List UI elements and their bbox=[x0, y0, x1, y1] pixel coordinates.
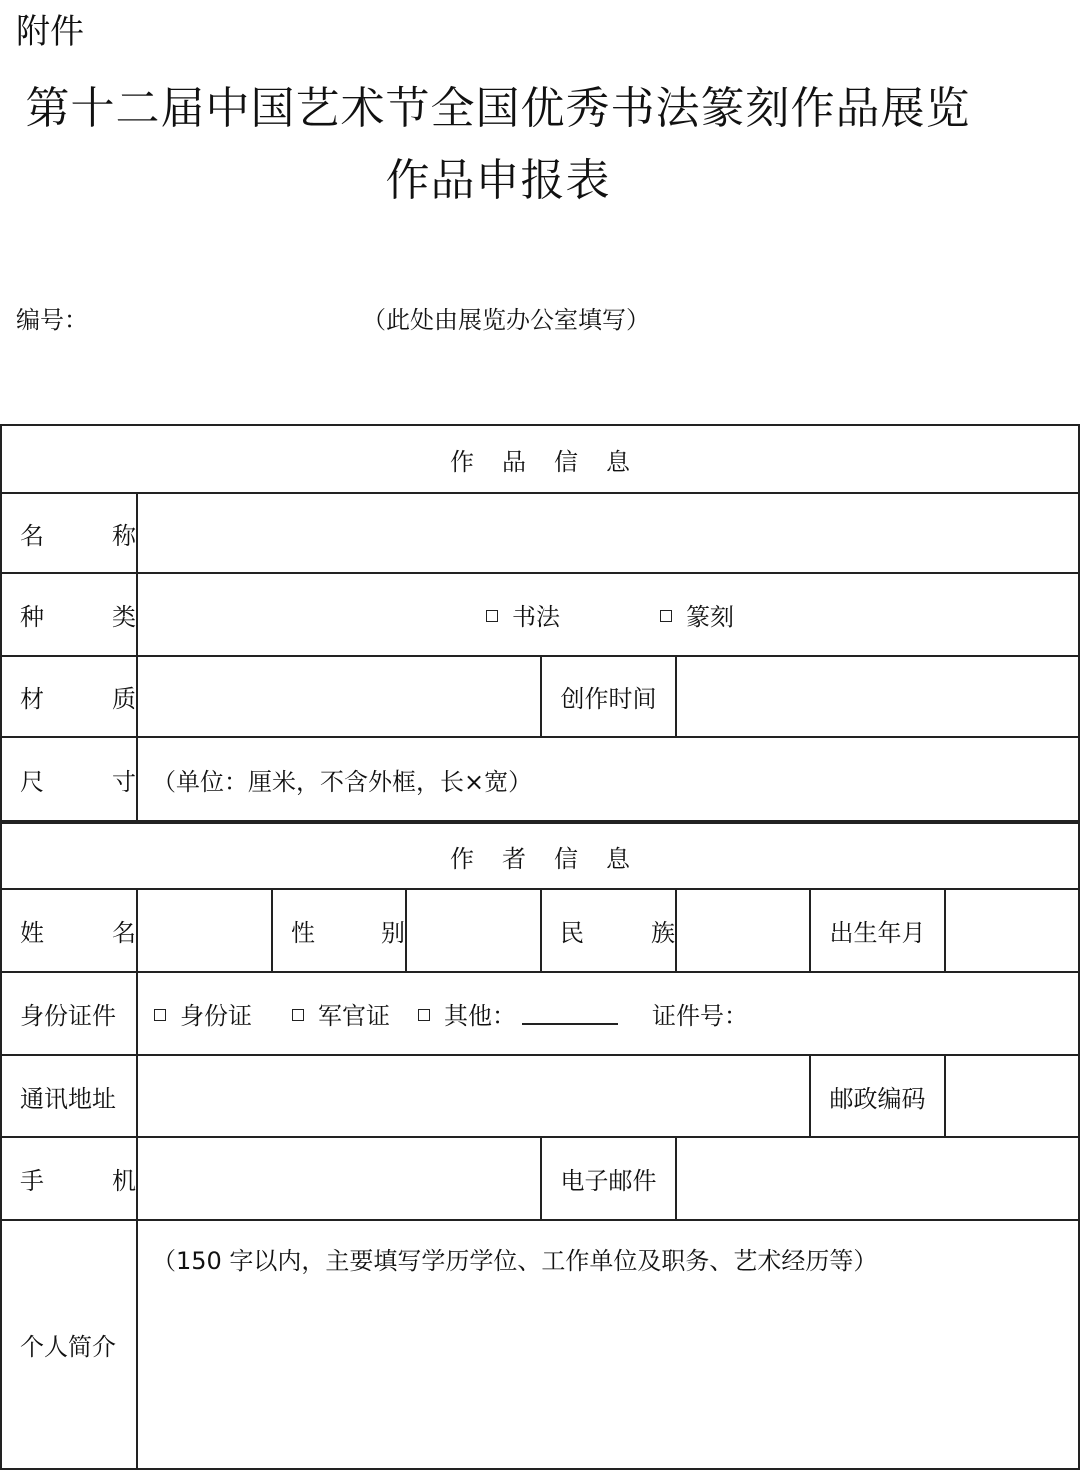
work-name-label-cell bbox=[2, 494, 138, 574]
ethnicity-label-cell bbox=[542, 890, 677, 973]
email-field[interactable] bbox=[677, 1138, 1078, 1221]
work-name-field[interactable] bbox=[138, 494, 1078, 574]
material-label-cell bbox=[2, 657, 138, 738]
author-name-label-cell bbox=[2, 890, 138, 973]
creation-time-field[interactable] bbox=[677, 657, 1078, 738]
id-option-other[interactable]: 其他： bbox=[418, 996, 618, 1031]
gender-field[interactable] bbox=[407, 890, 542, 973]
postcode-label-cell bbox=[811, 1056, 946, 1138]
size-field[interactable] bbox=[138, 738, 1078, 824]
size-hint: （单位：厘米，不含外框，长×宽） bbox=[152, 767, 533, 796]
creation-time-label-cell bbox=[542, 657, 677, 738]
id-document-label-cell bbox=[2, 973, 138, 1056]
address-field[interactable] bbox=[138, 1056, 811, 1138]
phone-label: 手 机 bbox=[20, 1167, 136, 1195]
work-name-label: 名 称 bbox=[20, 521, 136, 550]
checkbox-icon[interactable] bbox=[486, 610, 498, 622]
ethnicity-field[interactable] bbox=[677, 890, 811, 973]
work-info-heading bbox=[2, 426, 1078, 494]
address-label: 通讯地址 bbox=[20, 1084, 116, 1113]
birth-label-cell bbox=[811, 890, 946, 973]
id-document-options-cell bbox=[138, 973, 1078, 1056]
bio-field[interactable] bbox=[138, 1221, 1078, 1468]
serial-number-note: （此处由展览办公室填写） bbox=[362, 306, 650, 334]
author-name-field[interactable] bbox=[138, 890, 273, 973]
other-id-blank-line[interactable] bbox=[522, 1003, 618, 1025]
author-name-label: 姓 名 bbox=[20, 919, 136, 947]
gender-label: 性 别 bbox=[291, 919, 405, 947]
category-label-cell bbox=[2, 574, 138, 657]
category-option-calligraphy[interactable]: 书法 bbox=[486, 597, 560, 632]
application-form-table bbox=[0, 424, 1080, 1470]
attachment-label: 附件 bbox=[16, 12, 84, 52]
bio-label: 个人简介 bbox=[20, 1333, 116, 1361]
phone-field[interactable] bbox=[138, 1138, 542, 1221]
email-label: 电子邮件 bbox=[560, 1167, 657, 1195]
author-info-heading bbox=[2, 824, 1078, 890]
size-label: 尺 寸 bbox=[20, 767, 136, 796]
serial-number-label: 编号： bbox=[16, 306, 88, 334]
id-document-label: 身份证件 bbox=[20, 1002, 116, 1030]
bio-hint: （150 字以内，主要填写学历学位、工作单位及职务、艺术经历等） bbox=[152, 1247, 878, 1275]
material-field[interactable] bbox=[138, 657, 542, 738]
birth-label: 出生年月 bbox=[829, 919, 926, 947]
phone-label-cell bbox=[2, 1138, 138, 1221]
page-title: 第十二届中国艺术节全国优秀书法篆刻作品展览 bbox=[25, 83, 971, 134]
author-info-heading-text: 作者信息 bbox=[450, 844, 658, 873]
category-option-seal-carving[interactable]: 篆刻 bbox=[660, 597, 734, 632]
address-label-cell bbox=[2, 1056, 138, 1138]
work-info-heading-text: 作品信息 bbox=[450, 447, 658, 476]
bio-label-cell bbox=[2, 1221, 138, 1468]
birth-field[interactable] bbox=[946, 890, 1078, 973]
postcode-label: 邮政编码 bbox=[829, 1084, 926, 1113]
checkbox-icon[interactable] bbox=[660, 610, 672, 622]
category-options-cell bbox=[138, 574, 1078, 657]
category-label: 种 类 bbox=[20, 603, 136, 631]
checkbox-icon[interactable] bbox=[154, 1009, 166, 1021]
checkbox-icon[interactable] bbox=[418, 1009, 430, 1021]
id-option-identity-card[interactable]: 身份证 bbox=[154, 996, 252, 1031]
creation-time-label: 创作时间 bbox=[560, 685, 657, 713]
id-number-label: 证件号： bbox=[652, 1002, 748, 1030]
ethnicity-label: 民 族 bbox=[560, 919, 675, 947]
postcode-field[interactable] bbox=[946, 1056, 1078, 1138]
id-option-officer-card[interactable]: 军官证 bbox=[292, 996, 390, 1031]
email-label-cell bbox=[542, 1138, 677, 1221]
size-label-cell bbox=[2, 738, 138, 824]
gender-label-cell bbox=[273, 890, 407, 973]
checkbox-icon[interactable] bbox=[292, 1009, 304, 1021]
page-subtitle: 作品申报表 bbox=[385, 155, 611, 206]
material-label: 材 质 bbox=[20, 685, 136, 713]
